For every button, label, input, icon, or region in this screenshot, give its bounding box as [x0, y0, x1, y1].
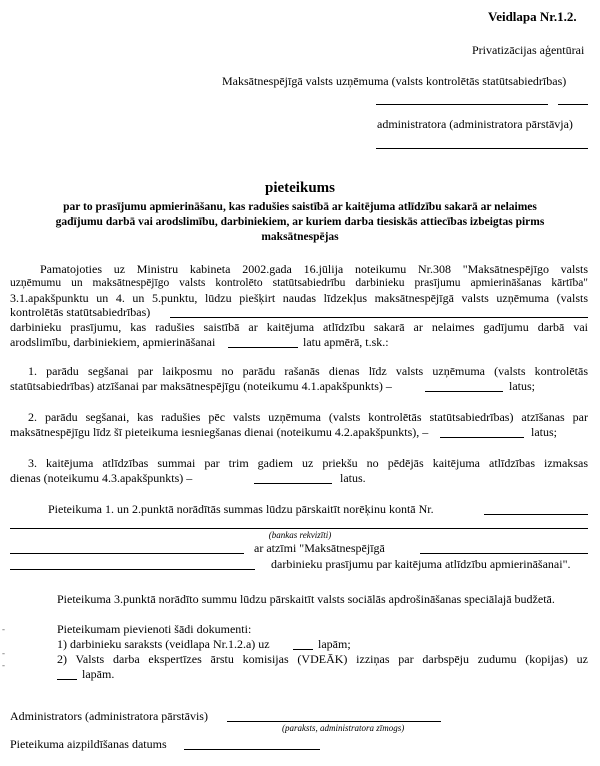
doc1-text: 1) darbinieku saraksts (veidlapa Nr.1.2.a) uz: [57, 637, 270, 651]
intro-line-1: Pamatojoties uz Ministru kabineta 2002.gada 16.jūlija noteikumu Nr.308 "Maksātnespējīgo valsts: [40, 262, 588, 276]
margin-mark-1: -: [2, 624, 5, 634]
date-label: Pieteikuma aizpildīšanas datums: [10, 737, 167, 751]
item2-line-2: maksātnespējīgu līdz šī pieteikuma iesniegšanas dienai (noteikumu 4.2.apakšpunkts), –: [10, 425, 429, 439]
item3-unit: latus.: [340, 471, 366, 485]
subtitle-line-2: gadījumu darbā vai arodslimību, darbiniekiem, ar kuriem darba tiesiskās attiecības izbeigtas pirms: [55, 216, 545, 228]
admin-label: administratora (administratora pārstāvja): [377, 117, 573, 131]
margin-mark-2: -: [2, 648, 5, 658]
item2-amount-field[interactable]: [440, 437, 524, 438]
item3-line-2: dienas (noteikumu 4.3.apakšpunkts) –: [10, 471, 193, 485]
budget-line: Pieteikuma 3.punktā norādīto summu lūdzu pārskaitīt valsts sociālās apdrošināšanas speciālajā budžetā.: [57, 592, 555, 606]
company-field[interactable]: [170, 317, 588, 318]
account-number-field[interactable]: [484, 514, 588, 515]
item2-line-1: 2. parādu segšanai, kas radušies pēc valsts uzņēmuma (valsts kontrolētās statūtsabiedrības) atzīšanas par: [28, 410, 588, 424]
admin-signature-field[interactable]: [227, 721, 441, 722]
mark-line-2: darbinieku prasījumu par kaitējuma atlīdzību apmierināšanai".: [271, 557, 571, 571]
mark-line-1: ar atzīmi "Maksātnespējīgā: [254, 541, 385, 555]
bank-field-2[interactable]: [10, 553, 244, 554]
bank-caption: (bankas rekvizīti): [268, 530, 332, 540]
date-field[interactable]: [184, 749, 320, 750]
item1-line-2: statūtsabiedrības) atzīšanai par maksātnespējīgu (noteikumu 4.1.apakšpunkts) –: [10, 379, 392, 393]
company-name-field[interactable]: [376, 104, 548, 105]
docs-intro: Pieteikumam pievienoti šādi dokumenti:: [57, 622, 252, 636]
total-amount-field[interactable]: [228, 347, 298, 348]
company-label: Maksātnespējīgā valsts uzņēmuma (valsts kontrolētās statūtsabiedrības): [222, 74, 567, 88]
admin-name-field[interactable]: [376, 148, 588, 149]
doc2-unit: lapām.: [82, 667, 115, 681]
admin-signature-label: Administrators (administratora pārstāvis): [10, 709, 208, 723]
form-id: Veidlapa Nr.1.2.: [488, 9, 577, 24]
company-mark-field[interactable]: [420, 553, 588, 554]
bank-details-field[interactable]: [10, 528, 588, 529]
item3-line-1: 3. kaitējuma atlīdzības summai par trim gadiem uz priekšu no pēdējās kaitējuma atlīdzības izmaksas: [28, 456, 588, 470]
document-title: pieteikums: [264, 180, 335, 196]
item2-unit: latus;: [531, 425, 557, 439]
doc2-text: 2) Valsts darba ekspertīzes ārstu komisijas (VDEĀK) izziņas par darbspēju zudumu (kopijas) uz: [57, 652, 588, 666]
company-name-field-2[interactable]: [558, 104, 588, 105]
item1-line-1: 1. parādu segšanai par laikposmu no parādu rašanās dienas līdz valsts uzņēmuma (valsts kontrolētās: [28, 364, 588, 378]
subtitle-line-3: maksātnespējas: [261, 231, 339, 243]
margin-mark-3: -: [2, 660, 5, 670]
intro-line-4: kontrolētās statūtsabiedrības): [10, 305, 151, 319]
intro-line-6a: arodslimību, darbiniekiem, apmierināšanai: [10, 335, 216, 349]
doc1-unit: lapām;: [318, 637, 351, 651]
bank-field-3[interactable]: [10, 569, 255, 570]
signature-caption: (paraksts, administratora zīmogs): [282, 723, 405, 733]
intro-line-2: uzņēmumu un maksātnespējīgo valsts kontrolēto statūtsabiedrību darbinieku prasījumu apmierināšanas kārtība": [10, 277, 588, 289]
intro-line-6b: latu apmērā, t.sk.:: [303, 335, 389, 349]
item3-amount-field[interactable]: [254, 483, 332, 484]
subtitle-line-1: par to prasījumu apmierināšanu, kas radušies saistībā ar kaitējuma atlīdzību sakarā ar nelaimes: [63, 201, 537, 213]
item1-unit: latus;: [509, 379, 535, 393]
intro-line-3: 3.1.apakšpunktu un 4. un 5.punktu, lūdzu piešķirt naudas līdzekļus maksātnespējīgā valsts uzņēmuma (valsts: [10, 291, 588, 305]
item1-amount-field[interactable]: [425, 391, 503, 392]
doc2-pages-field[interactable]: [57, 679, 77, 680]
recipient: Privatizācijas aģentūrai: [472, 43, 585, 57]
intro-line-5: darbinieku prasījumu, kas radušies saistībā ar kaitējuma atlīdzību sakarā ar nelaimes gadījumu darbā vai: [10, 320, 588, 334]
doc1-pages-field[interactable]: [293, 649, 313, 650]
transfer-line: Pieteikuma 1. un 2.punktā norādītās summas lūdzu pārskaitīt norēķinu kontā Nr.: [48, 502, 434, 516]
